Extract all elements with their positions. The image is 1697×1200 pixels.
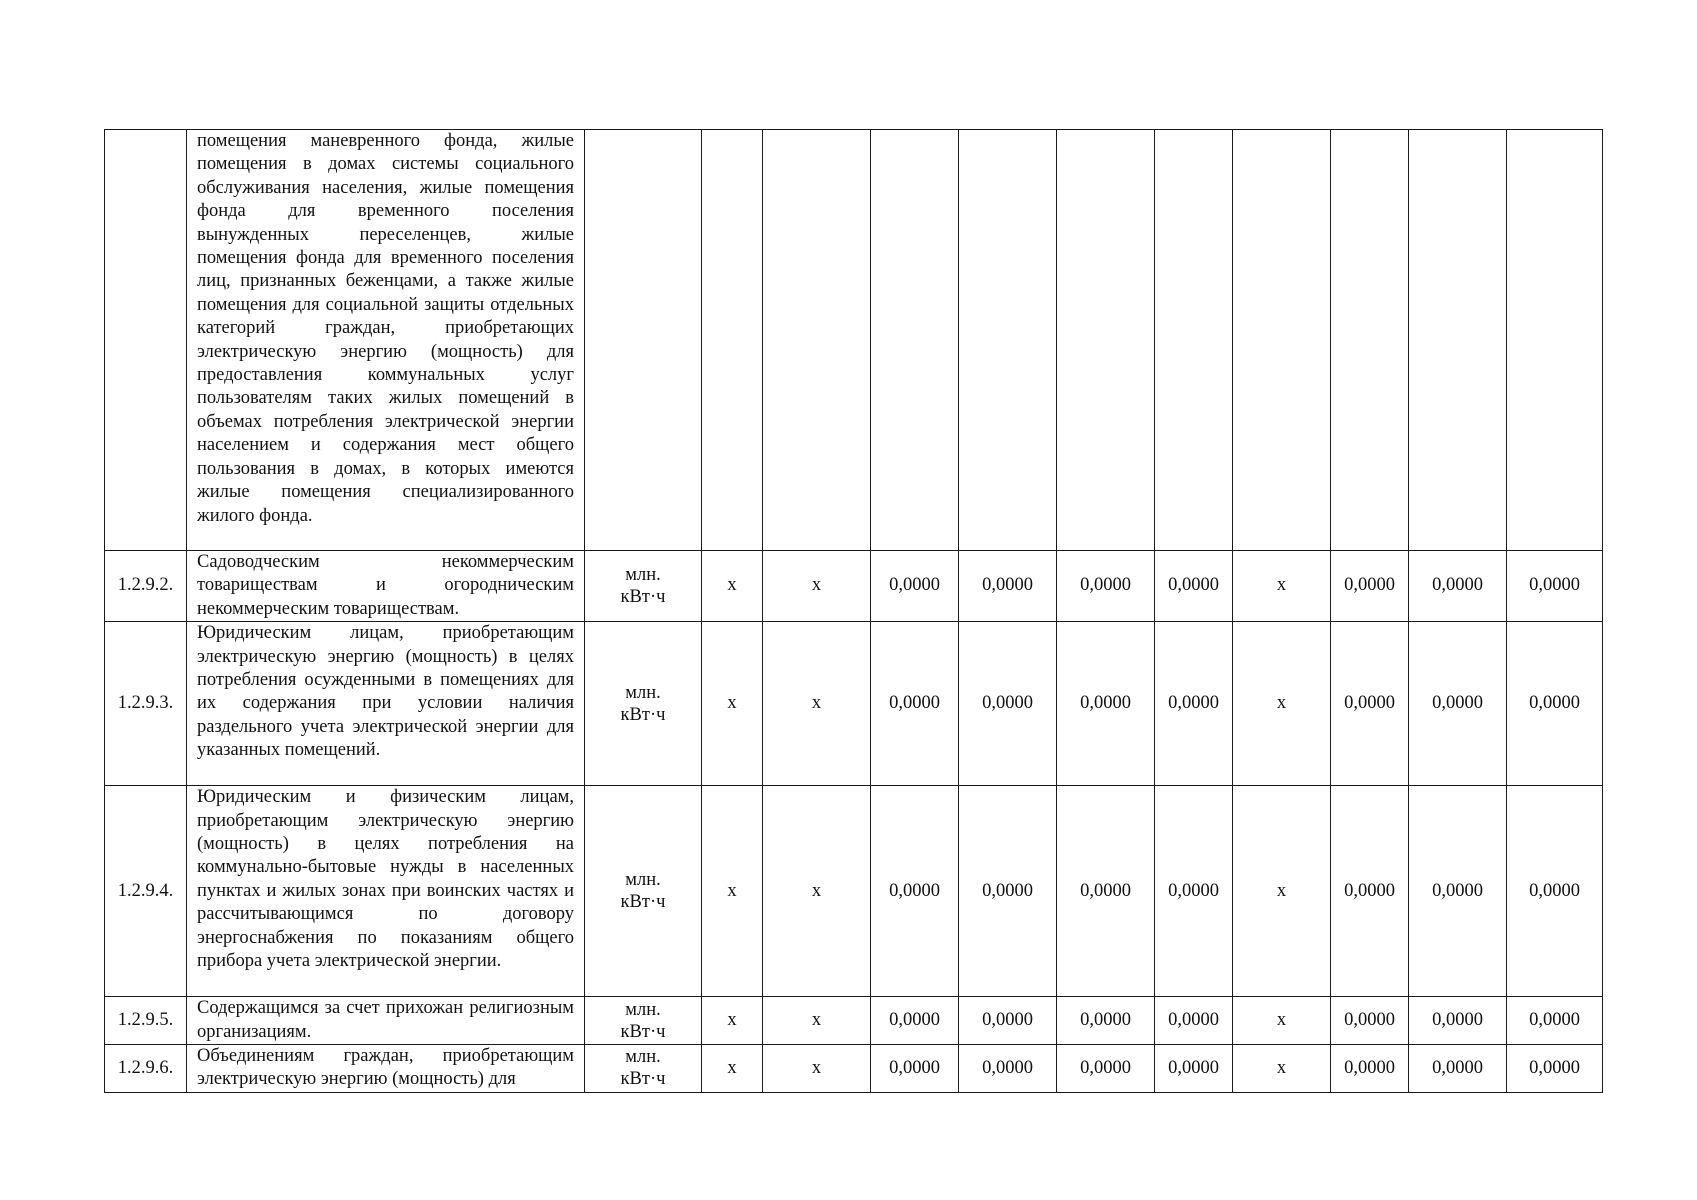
unit-line-1: млн. xyxy=(625,682,661,703)
table-row xyxy=(105,1045,1603,1093)
value-cell: 0,0000 xyxy=(1155,1045,1233,1093)
value-cell: 0,0000 xyxy=(1057,622,1155,786)
unit-cell xyxy=(585,997,702,1045)
value-cell xyxy=(1057,130,1155,551)
value-cell xyxy=(1331,130,1409,551)
value-cell: 0,0000 xyxy=(1155,622,1233,786)
value-cell xyxy=(763,130,871,551)
value-cell: 0,0000 xyxy=(1155,786,1233,997)
value-cell: 0,0000 xyxy=(959,786,1057,997)
value-cell: 0,0000 xyxy=(1155,997,1233,1045)
value-cell xyxy=(1409,130,1507,551)
value-cell xyxy=(1155,130,1233,551)
unit-cell xyxy=(585,551,702,622)
row-number: 1.2.9.6. xyxy=(105,1045,187,1093)
value-cell: 0,0000 xyxy=(1331,786,1409,997)
unit-cell xyxy=(585,622,702,786)
unit-line-2: кВт·ч xyxy=(620,704,666,725)
value-cell: х xyxy=(763,786,871,997)
value-cell: х xyxy=(1233,622,1331,786)
value-cell: х xyxy=(763,622,871,786)
row-number: 1.2.9.5. xyxy=(105,997,187,1045)
value-cell: х xyxy=(763,1045,871,1093)
value-cell: 0,0000 xyxy=(1331,997,1409,1045)
unit-cell xyxy=(585,130,702,551)
table-row xyxy=(105,622,1603,786)
value-cell: 0,0000 xyxy=(1331,551,1409,622)
value-cell: 0,0000 xyxy=(1331,622,1409,786)
table-row xyxy=(105,551,1603,622)
value-cell: 0,0000 xyxy=(1507,997,1603,1045)
value-cell xyxy=(871,130,959,551)
value-cell: х xyxy=(702,786,763,997)
value-cell: 0,0000 xyxy=(1409,551,1507,622)
row-number: 1.2.9.2. xyxy=(105,551,187,622)
unit-line-1: млн. xyxy=(625,999,661,1020)
value-cell: 0,0000 xyxy=(871,622,959,786)
value-cell: х xyxy=(702,997,763,1045)
value-cell: 0,0000 xyxy=(1409,786,1507,997)
unit-line-2: кВт·ч xyxy=(620,1069,666,1090)
value-cell: х xyxy=(702,1045,763,1093)
row-number: 1.2.9.4. xyxy=(105,786,187,997)
row-number-cell xyxy=(105,130,187,551)
unit-line-2: кВт·ч xyxy=(620,587,666,608)
row-description: Юридическим и физическим лицам, приобретающим электрическую энергию (мощность) в целях потребления на коммунально-бытовые нужды в населенных пунктах и жилых зонах при воинских частях и рассчитывающимся по договору энергоснабжения по показаниям общего прибора учета электрической энергии. xyxy=(187,786,585,997)
value-cell: х xyxy=(1233,1045,1331,1093)
value-cell: 0,0000 xyxy=(871,786,959,997)
value-cell xyxy=(959,130,1057,551)
value-cell: 0,0000 xyxy=(1409,997,1507,1045)
tariff-balance-table xyxy=(104,129,1603,1093)
value-cell: х xyxy=(702,551,763,622)
row-description: Содержащимся за счет прихожан религиозным организациям. xyxy=(187,997,585,1045)
value-cell: 0,0000 xyxy=(959,1045,1057,1093)
value-cell: 0,0000 xyxy=(1057,551,1155,622)
row-description: Объединениям граждан, приобретающим электрическую энергию (мощность) для xyxy=(187,1045,585,1093)
value-cell: 0,0000 xyxy=(1507,1045,1603,1093)
value-cell xyxy=(1507,130,1603,551)
row-number: 1.2.9.3. xyxy=(105,622,187,786)
row-description: Садоводческим некоммерческим товариществам и огородническим некоммерческим товариществам. xyxy=(187,551,585,622)
table-row-continuation xyxy=(105,130,1603,551)
value-cell: 0,0000 xyxy=(1507,551,1603,622)
value-cell: х xyxy=(1233,997,1331,1045)
value-cell: 0,0000 xyxy=(1409,622,1507,786)
table-row xyxy=(105,997,1603,1045)
unit-line-1: млн. xyxy=(625,565,661,586)
value-cell: 0,0000 xyxy=(1507,786,1603,997)
unit-line-2: кВт·ч xyxy=(620,1021,666,1042)
value-cell: 0,0000 xyxy=(871,997,959,1045)
unit-line-1: млн. xyxy=(625,1047,661,1068)
value-cell: 0,0000 xyxy=(871,551,959,622)
unit-cell xyxy=(585,786,702,997)
value-cell: 0,0000 xyxy=(1057,1045,1155,1093)
value-cell xyxy=(1233,130,1331,551)
value-cell: 0,0000 xyxy=(871,1045,959,1093)
row-description: Юридическим лицам, приобретающим электрическую энергию (мощность) в целях потребления осужденными в помещениях для их содержания при условии наличия раздельного учета электрической энергии для указанных помещений. xyxy=(187,622,585,786)
row-description: помещения маневренного фонда, жилые помещения в домах системы социального обслуживания населения, жилые помещения фонда для временного поселения вынужденных переселенцев, жилые помещения фонда для временного поселения лиц, признанных беженцами, а также жилые помещения для социальной защиты отдельных категорий граждан, приобретающих электрическую энергию (мощность) для предоставления коммунальных услуг пользователям таких жилых помещений в объемах потребления электрической энергии населением и содержания мест общего пользования в домах, в которых имеются жилые помещения специализированного жилого фонда. xyxy=(187,130,585,551)
value-cell: х xyxy=(702,622,763,786)
value-cell: 0,0000 xyxy=(1331,1045,1409,1093)
value-cell: х xyxy=(1233,786,1331,997)
value-cell: 0,0000 xyxy=(959,551,1057,622)
value-cell: 0,0000 xyxy=(1507,622,1603,786)
table-body xyxy=(105,130,1603,1093)
value-cell: х xyxy=(1233,551,1331,622)
unit-line-2: кВт·ч xyxy=(620,892,666,913)
value-cell xyxy=(702,130,763,551)
unit-cell xyxy=(585,1045,702,1093)
value-cell: х xyxy=(763,551,871,622)
value-cell: 0,0000 xyxy=(1057,786,1155,997)
value-cell: 0,0000 xyxy=(1155,551,1233,622)
value-cell: 0,0000 xyxy=(1057,997,1155,1045)
value-cell: 0,0000 xyxy=(1409,1045,1507,1093)
value-cell: 0,0000 xyxy=(959,997,1057,1045)
value-cell: х xyxy=(763,997,871,1045)
value-cell: 0,0000 xyxy=(959,622,1057,786)
table-row xyxy=(105,786,1603,997)
unit-line-1: млн. xyxy=(625,870,661,891)
